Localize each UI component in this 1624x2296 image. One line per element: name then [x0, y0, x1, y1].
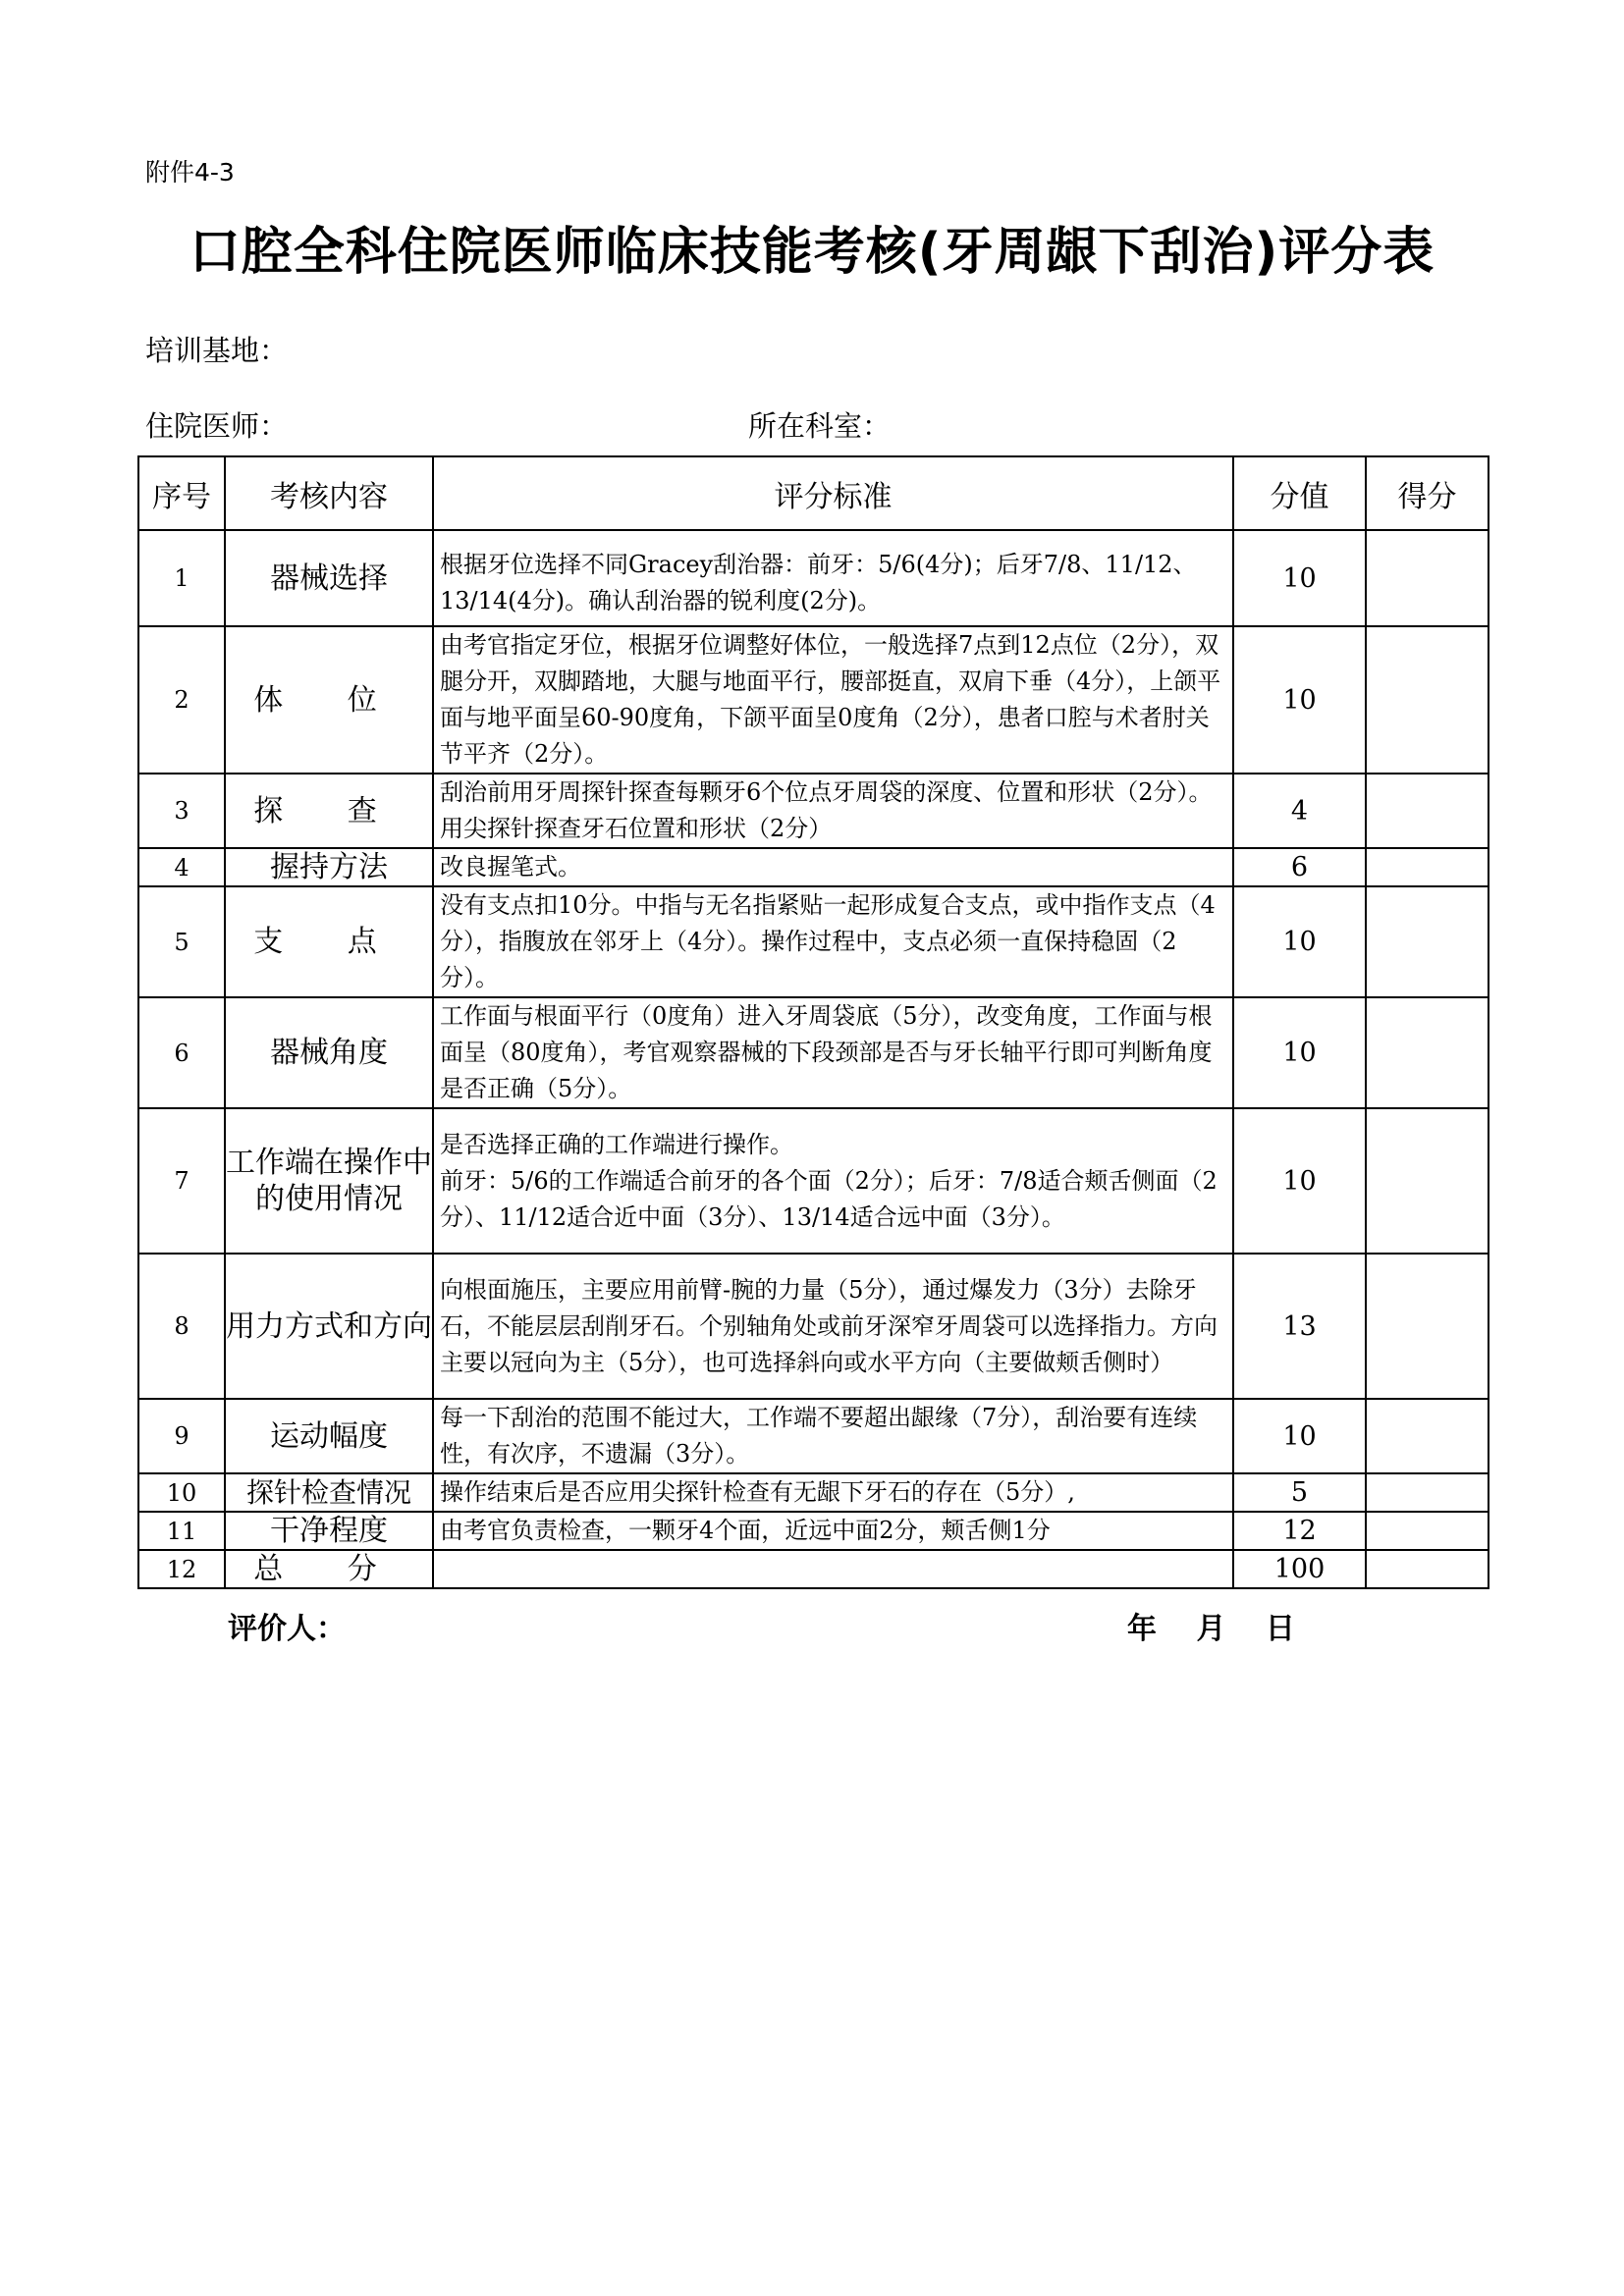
- row-item: 运动幅度: [225, 1399, 433, 1473]
- resident-doctor-field: 住院医师：: [145, 409, 289, 443]
- row-criteria: 由考官指定牙位，根据牙位调整好体位，一般选择7点到12点位（2分），双腿分开，双脚踏地，大腿与地面平行，腰部挺直，双肩下垂（4分），上颌平面与地平面呈60-90度角，下颌平面呈0度角（2分），患者口腔与术者肘关节平齐（2分）。: [433, 626, 1233, 774]
- row-points: 10: [1233, 886, 1366, 997]
- row-item: 支 点: [225, 886, 433, 997]
- row-no: 10: [138, 1473, 225, 1512]
- row-points: 10: [1233, 1108, 1366, 1254]
- row-points: 10: [1233, 626, 1366, 774]
- row-criteria: 向根面施压，主要应用前臂-腕的力量（5分），通过爆发力（3分）去除牙石，不能层层刮削牙石。个别轴角处或前牙深窄牙周袋可以选择指力。方向主要以冠向为主（5分），也可选择斜向或水平方向（主要做颊舌侧时）: [433, 1254, 1233, 1399]
- row-criteria: 是否选择正确的工作端进行操作。 前牙：5/6的工作端适合前牙的各个面（2分）；后牙：7/8适合颊舌侧面（2分）、11/12适合近中面（3分）、13/14适合远中面（3分）。: [433, 1108, 1233, 1254]
- table-row: [138, 1512, 1489, 1550]
- row-criteria: 没有支点扣10分。中指与无名指紧贴一起形成复合支点，或中指作支点（4分），指腹放在邻牙上（4分）。操作过程中，支点必须一直保持稳固（2分）。: [433, 886, 1233, 997]
- reviewer-label: 评价人：: [228, 1612, 346, 1646]
- row-item: 器械选择: [225, 530, 433, 626]
- row-item: 总 分: [225, 1550, 433, 1588]
- row-item: 工作端在操作中的使用情况: [225, 1108, 433, 1254]
- row-score[interactable]: [1366, 886, 1489, 997]
- row-points: 13: [1233, 1254, 1366, 1399]
- row-item: 体 位: [225, 626, 433, 774]
- row-item: 探 查: [225, 774, 433, 848]
- row-score[interactable]: [1366, 1512, 1489, 1550]
- row-no: 8: [138, 1254, 225, 1399]
- row-no: 2: [138, 626, 225, 774]
- row-no: 11: [138, 1512, 225, 1550]
- row-points: 4: [1233, 774, 1366, 848]
- header-criteria: 评分标准: [433, 456, 1233, 530]
- row-score[interactable]: [1366, 1399, 1489, 1473]
- row-score[interactable]: [1366, 626, 1489, 774]
- row-criteria: 根据牙位选择不同Gracey刮治器：前牙：5/6(4分)；后牙7/8、11/12、13/14(4分)。确认刮治器的锐利度(2分)。: [433, 530, 1233, 626]
- row-score[interactable]: [1366, 1254, 1489, 1399]
- row-item: 器械角度: [225, 997, 433, 1108]
- row-no: 3: [138, 774, 225, 848]
- row-no: 5: [138, 886, 225, 997]
- row-criteria: 刮治前用牙周探针探查每颗牙6个位点牙周袋的深度、位置和形状（2分）。用尖探针探查牙石位置和形状（2分）: [433, 774, 1233, 848]
- table-row: [138, 1254, 1489, 1399]
- header-no: 序号: [138, 456, 225, 530]
- annex-label: 附件4-3: [145, 158, 235, 187]
- row-item: 用力方式和方向: [225, 1254, 433, 1399]
- row-item: 干净程度: [225, 1512, 433, 1550]
- row-score[interactable]: [1366, 1473, 1489, 1512]
- row-points: 10: [1233, 997, 1366, 1108]
- row-points: 5: [1233, 1473, 1366, 1512]
- table-header-row: [138, 456, 1489, 530]
- row-no: 12: [138, 1550, 225, 1588]
- table-row: [138, 530, 1489, 626]
- row-no: 1: [138, 530, 225, 626]
- table-row: [138, 774, 1489, 848]
- row-score[interactable]: [1366, 1108, 1489, 1254]
- row-criteria: 改良握笔式。: [433, 848, 1233, 886]
- row-score[interactable]: [1366, 530, 1489, 626]
- row-points: 10: [1233, 1399, 1366, 1473]
- row-criteria: 由考官负责检查，一颗牙4个面，近远中面2分，颊舌侧1分: [433, 1512, 1233, 1550]
- row-score[interactable]: [1366, 774, 1489, 848]
- department-field: 所在科室：: [748, 409, 892, 443]
- total-score[interactable]: [1366, 1550, 1489, 1588]
- row-no: 6: [138, 997, 225, 1108]
- date-label: 年 月 日: [1127, 1612, 1295, 1646]
- total-points: 100: [1233, 1550, 1366, 1588]
- table-row: [138, 886, 1489, 997]
- row-points: 6: [1233, 848, 1366, 886]
- row-criteria: 工作面与根面平行（0度角）进入牙周袋底（5分），改变角度，工作面与根面呈（80度角），考官观察器械的下段颈部是否与牙长轴平行即可判断角度是否正确（5分）。: [433, 997, 1233, 1108]
- header-points: 分值: [1233, 456, 1366, 530]
- row-criteria: 操作结束后是否应用尖探针检查有无龈下牙石的存在（5分）,: [433, 1473, 1233, 1512]
- row-no: 9: [138, 1399, 225, 1473]
- table-row: [138, 1108, 1489, 1254]
- scoring-table: [137, 455, 1489, 1589]
- row-points: 12: [1233, 1512, 1366, 1550]
- row-score[interactable]: [1366, 997, 1489, 1108]
- table-row: [138, 1550, 1489, 1588]
- row-criteria: 每一下刮治的范围不能过大，工作端不要超出龈缘（7分），刮治要有连续性，有次序，不遗漏（3分）。: [433, 1399, 1233, 1473]
- header-score: 得分: [1366, 456, 1489, 530]
- table-row: [138, 626, 1489, 774]
- table-row: [138, 848, 1489, 886]
- row-no: 4: [138, 848, 225, 886]
- row-score[interactable]: [1366, 848, 1489, 886]
- row-item: 握持方法: [225, 848, 433, 886]
- header-item: 考核内容: [225, 456, 433, 530]
- row-item: 探针检查情况: [225, 1473, 433, 1512]
- page-title: 口腔全科住院医师临床技能考核(牙周龈下刮治)评分表: [189, 223, 1435, 282]
- table-row: [138, 1399, 1489, 1473]
- table-row: [138, 997, 1489, 1108]
- table-row: [138, 1473, 1489, 1512]
- row-criteria: [433, 1550, 1233, 1588]
- training-base-field: 培训基地：: [145, 334, 289, 367]
- row-no: 7: [138, 1108, 225, 1254]
- row-points: 10: [1233, 530, 1366, 626]
